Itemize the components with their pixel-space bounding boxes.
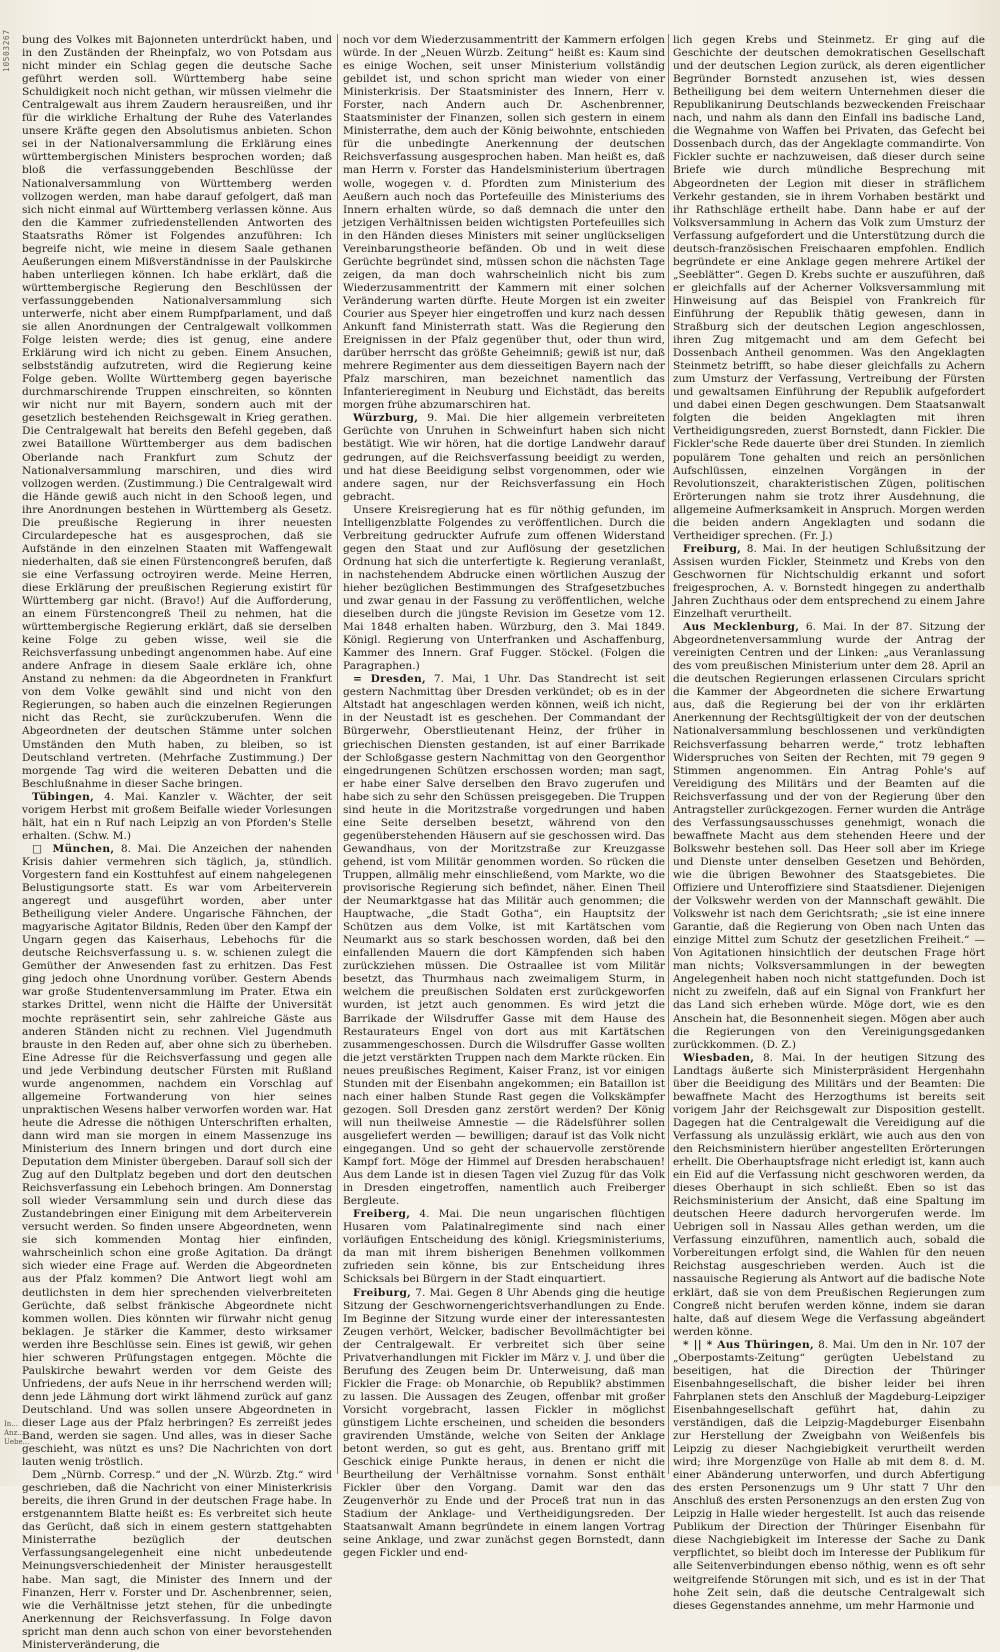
paragraph-text: Dem „Nürnb. Corresp.“ und der „N. Würzb. Ztg.“ wird geschrieben, daß die Nachricht von einer Ministerkrisis bereits, die ihren Grund in der deutschen Frage habe. In erstgenanntem Blatte heißt es: Es verbreitet sich heute das Gerücht, daß sich in einem gestern stattgehabten Ministerrathe bezüglich der deutschen Verfassungsangelegenheit eine nicht unbedeutende Meinungsverschiedenheit der Minister herausgestellt habe. Man sagt, die Minister des Innern und der Finanzen, Herr v. Forster und Dr. Aschenbrenner, seien, wie die Verhältnisse jetzt stehen, für die unbedingte Anerkennung der Reichsverfassung. In Folge davon spricht man denn auch schon von einer bevorstehenden Ministerveränderung, die — [22, 1469, 332, 1651]
column-rule — [668, 34, 669, 1474]
column-rule — [337, 34, 338, 1474]
article-paragraph — [343, 1208, 665, 1286]
paragraph-text: noch vor dem Wiederzusammentritt der Kammern erfolgen würde. In der „Neuen Würzb. Zeitung“ heißt es: Kaum sind es einige Wochen, seit unser Ministerium vollständig gebildet ist, und schon spricht man wieder von einer Ministerkrisis. Der Staatsminister des Innern, Herr v. Forster, nach Andern auch Dr. Aschenbrenner, Staatsminister der Finanzen, sollen sich gestern in einem Ministerrathe, dem auch der König beiwohnte, entschieden für die unbedingte Anerkennung der deutschen Reichsverfassung ausgesprochen haben. Man heißt es, daß man Herrn v. Forster das Handelsministerium übertragen wolle, wogegen v. d. Pfordten zum Ministerium des Aeußern auch noch das Portefeuille des Ministeriums des Innern erhalten würde, so daß demnach die unter den jetzigen Verhältnissen beiden wichtigsten Portefeuilles sich in den Händen dieses Ministers mit seiner unglückseligen Vereinbarungstheorie befänden. Ob und in weit diese Gerüchte begründet sind, müssen schon die nächsten Tage zeigen, da man doch wahrscheinlich nicht bis zum Wiederzusammentritt der Kammern mit einer solchen Veränderung warten dürfte. Heute Morgen ist ein zweiter Courier aus Speyer hier eingetroffen und kurz nach dessen Ankunft fand Ministerrath statt. Was die Regierung den Ereignissen in der Pfalz gegenüber thut, oder thun wird, darüber herrscht das größte Geheimniß; gewiß ist nur, daß mehrere Regimenter aus dem diesseitigen Bayern nach der Pfalz marschiren, man bezeichnet namentlich das Infanterieregiment in Neuburg und Eichstädt, das bereits morgen frühe abzumarschiren hat. — [343, 34, 665, 412]
paragraph-text: 7. Mai, 1 Uhr. Das Standrecht ist seit gestern Nachmittag über Dresden verkündet; ob es in der Altstadt hat angeschlagen werden können, weiß ich nicht, in der Neustadt ist es geschehen. Der Commandant der Bürgerwehr, Oberstlieutenant Heinz, der früher in griechischen Diensten gestanden, ist auf einer Barrikade der Schloßgasse gestern Nachmittag von den Georgenthor eingedrungenen Schützen erschossen worden; man sagt, er habe einer Salve derselben den Bravo zugerufen und habe sich zu sehr den Schüssen preisgegeben. Die Truppen sind heute in die Moritzstraße vorgedrungen und haben eine Seite derselben besetzt, während von den gegenüberstehenden Häusern auf sie geschossen wird. Das Gewandhaus, von der Moritzstraße zur Kreuzgasse gehend, ist vom Militär genommen worden. So rücken die Truppen, allmälig mehr einschließend, vom Markte, wo die provisorische Regierung sich befindet, näher. Einen Theil der Neumarktgasse hat das Militär auch genommen; die Hauptwache, „die Stadt Gotha“, ein Hauptsitz der Schützen aus dem Volke, ist mit Kartätschen vom Neumarkt aus so stark beschossen worden, daß bei den einfallenden Mauern die dort Kämpfenden sich haben zurückziehen müssen. Die Ostraallee ist vom Militär besetzt, das Thurmhaus nach zweimaligem Sturm, in welchem die preußischen Soldaten erst zurückgeworfen wurden, ist jetzt auch genommen. Es wird jetzt die Barrikade der Wilsdruffer Gasse mit dem Hause des Restaurateurs Engel von dort aus mit Kartätschen zusammengeschossen. Durch die Wilsdruffer Gasse wollten die jetzt verstärkten Truppen nach dem Markte rücken. Ein neues preußisches Regiment, Kaiser Franz, ist vor einigen Stunden mit der Eisenbahn angekommen; ein Bataillon ist nach einer halben Stunde Rast gegen die Volkskämpfer gezogen. Soll Dresden ganz zerstört werden? Der König will nun theilweise Amnestie — die Rädelsführer sollen ausgeliefert werden — bewilligen; darauf ist das Volk nicht eingegangen. Und so geht der schauervolle zerstörende Kampf fort. Möge der Himmel auf Dresden herabschauen! Aus dem Lande ist in diesen Tagen viel Zuzug für das Volk in Dresden eingetroffen, namentlich auch Freiberger Bergleute. — [343, 673, 665, 1208]
dateline-heading: Freiberg, — [353, 1208, 411, 1221]
paragraph-text: 8. Mai. Um den in Nr. 107 der „Oberpostamts-Zeitung“ gerügten Uebelstand zu beseitigen, hat die Direction der Thüringer Eisenbahngesellschaft, die bisher leider bei ihren Fahrplanen stets den Anschluß der Magdeburg-Leipziger Eisenbahngesellschaft geführt hat, dahin zu verständigen, daß die Leipzig-Magdeburger Eisenbahn zur Herstellung der Zweigbahn von Weißenfels bis Leipzig zu dieser Nachgiebigkeit verurtheilt werden wird; ihre Morgenzüge von Halle ab mit dem 8. d. M. einer Abänderung unterworfen, und durch Abfertigung des ersten Personenzugs um 9 Uhr statt 7 Uhr den Anschluß des ersten Personenzugs an den ersten Zug von Leipzig in Halle wieder hergestellt. Ist auch das reisende Publikum der Direction der Thüringer Eisenbahn für diese Nachgiebigkeit im Interesse der Sache zu Dank verpflichtet, so bleibt doch im Interesse der Publikum für alle Seitenverbindungen ebenso nöthig, wenn es oft sehr weitgreifende Störungen mit sich, und es ist in der That hohe Zeit sein, daß die deutsche Centralgewalt sich dieses Gegenstandes annehme, um mehr Harmonie und — [673, 1338, 985, 1612]
article-paragraph — [673, 543, 985, 621]
paragraph-text: 4. Mai. Kanzler v. Wächter, der seit vorigem Herbst mit großem Beifalle wieder Vorlesungen hält, hat ein n Ruf nach Leipzig an von Pforden's Stelle erhalten. (Schw. M.) — [22, 790, 332, 842]
article-paragraph — [343, 1287, 665, 1561]
paragraph-text: 8. Mai. Die Anzeichen der nahenden Krisis dahier vermehren sich täglich, ja, stündlich. Vorgestern fand ein Kosttuhfest auf einem nahgelegenen Belustigungsorte statt. Es war vom Arbeiterverein angeregt und ausgeführt worden, aber unter Betheiligung vieler Andere. Ungarische Fähnchen, der magyarische Agitator Bildnis, Reden über den Kampf der Ungarn gegen das Kaiserhaus, Lebehochs für die deutsche Reichsverfassung u. s. w. schienen zulegt die Gemüther der Anwesenden fast zu erhitzen. Das Fest ging jedoch ohne Unordnung vorüber. Gestern Abends war große Studentenversammlung im Prater. Etwa ein starkes Drittel, wenn nicht die Hälfte der Universität mochte repräsentirt sein, sehr zahlreiche Gäste aus anderen Ständen nicht zu rechnen. Viel Jugendmuth brauste in den Reden auf, aber ohne sich zu überheben. Eine Adresse für die Reichsverfassung und gegen alle und jede Verbindung deutscher Fürsten mit Rußland wurde angenommen, nachdem ein Vorschlag auf allgemeine Fortwanderung von hier seines unpraktischen Wesens halber verworfen worden war. Hat heute die Adresse die nöthigen Unterschriften erhalten, dann wird man sie morgen in einem Massenzuge ins Ministerium des Innern bringen und dort durch eine Deputation dem Minister übergeben. Darauf soll sich der Zug auf den Dultplatz begeben und dort den deutschen Reichsverfassung ein Lebehoch bringen. Am Donnerstag soll wieder Versammlung sein und durch diese das Zustandebringen einer Einigung mit dem Arbeiterverein versucht werden. So finden unsere Abgeordneten, wenn sie sich kommenden Montag hier einfinden, wahrscheinlich schon eine große Agitation. Da drängt sich wieder eine Frage auf. Werden die Abgeordneten aus der Pfalz kommen? Die Antwort liegt wohl am deutlichsten in dem hier sprechenden vielverbreiteten Gerüchte, daß selbst fränkische Abgeordnete nicht kommen wollen. Dies könnten wir fürwahr nicht genug beklagen. Je stärker die Kammer, desto wirksamer werden ihre Beschlüsse sein. Eines ist gewiß, wir gehen hier schweren Prüfungstagen entgegen. Möchte die Paulskirche bewahrt werden vor dem Geiste des Unfriedens, der aufs Neue in ihr herrschend werden will; denn jede Lähmung dort wirkt lähmend zurück auf ganz Deutschland. Und was sollen unsere Abgeordneten in dieser Lage aus der Pfalz herbringen? Es zerreißt jedes Band, werden sie sagen. Und alles, was in dieser Sache geschieht, was nützt es uns? Die Nachrichten von dort lauten wenig tröstlich. — [22, 842, 332, 1469]
dateline-heading: Tübingen, — [32, 790, 95, 803]
article-paragraph — [343, 504, 665, 674]
article-paragraph — [673, 621, 985, 1052]
paragraph-text: 4. Mai. Die neun ungarischen flüchtigen Husaren vom Palatinalregimente sind nach einer vorläufigen Entscheidung des königl. Kriegsministeriums, da man mit ihrem bisherigen Benehmen vollkommen zufrieden sein könne, bis zur Entscheidung ihres Schicksals bei Bürgern in der Stadt einquartiert. — [343, 1208, 665, 1286]
column-3 — [673, 34, 986, 1612]
article-paragraph — [673, 1339, 985, 1613]
dateline-heading: Freiburg, — [353, 1286, 412, 1299]
article-paragraph — [22, 843, 332, 1469]
article-paragraph — [673, 34, 985, 543]
paragraph-text: 6. Mai. In der 87. Sitzung der Abgeordnetenversammlung wurde der Antrag der vereinigten Centren und der Linken: „aus Veranlassung des vom preußischen Ministerium unter dem 28. April an die deutschen Regierungen erlassenen Circulars spricht die Kammer der Abgeordneten die sichere Erwartung aus, daß die Regierung bei der von ihr erklärten Anerkennung der Rechtsgültigkeit der von der deutschen Nationalversammlung beschlossenen und verkündigten Reichsverfassung beharren werde,“ trotz lebhaften Widerspruches von Seiten der Rechten, mit 79 gegen 9 Stimmen angenommen. Ein Antrag Pohle's auf Vereidigung des Militärs und der Beamten auf die Reichsverfassung und der von der Regierung über den Antragsteller zurückgezogen. Ferner wurden die Anträge des Verfassungsausschusses genehmigt, wonach die bewaffnete Macht aus dem stehenden Heere und der Bolkswehr bestehen soll. Das Heer soll aber im Kriege und Dienste unter denselben Gesetzen und Behörden, wie die übrigen Bewohner des Staatsgebietes. Die Offiziere und Unteroffiziere sind Staatsdiener. Diejenigen der Volkswehr werden von der Mannschaft gewählt. Die Volkswehr ist nach dem Gerichtsrath; „sie ist eine innere Garantie, daß die Regierung von Oben nach Unten das einzige Mittel zum Schutz der gesetzlichen Freiheit.“ — Von Agitationen hinsichtlich der deutschen Frage hört man nichts; Volksversammlungen in der bewegten Angelegenheit haben noch nicht stattgefunden. Doch ist nicht zu zweifeln, daß auf ein Signal von Frankfurt her das Land sich erheben würde. Möge dort, wie es den Anschein hat, die Besonnenheit siegen. Mögen aber auch die Regierungen von den Vereinigungsgedanken zurückkommen. (D. Z.) — [673, 621, 985, 1051]
margin-note: In... Anz... Uebe... — [4, 1420, 30, 1446]
article-paragraph — [22, 34, 332, 791]
dateline-heading: Aus Mecklenburg, — [683, 621, 800, 634]
dateline-heading: Freiburg, — [683, 542, 742, 555]
article-paragraph — [343, 673, 665, 1208]
paragraph-text: 7. Mai. Gegen 8 Uhr Abends ging die heutige Sitzung der Geschwornengerichtsverhandlungen zu Ende. Im Beginne der Sitzung wurde einer der interessantesten Zeugen verhört, Welcker, badischer Bevollmächtigter bei der Centralgewalt. Er verbreitet sich über seine Privatverhandlungen mit Fickler im März v. J. und über die Berufung des Zeugen beim Dr. Unterweisung, daß man Fickler die Frage: ob Monarchie, ob Republik? abstimmen zu lassen. Die Aussagen des Zeugen, offenbar mit großer Vorsicht vorgebracht, lassen Fickler in möglichst günstigem Lichte erscheinen, und scheiden die besonders gravirenden Umstände, welche von Seiten der Anklage betont werden, so gut es geht, aus. Brentano griff mit Geschick einige Punkte heraus, in denen er nicht die Beurtheilung der Verhältnisse vornahm. Sonst enthält Fickler über den Vorgang. Damit war den das Zeugenverhör zu Ende und der Proceß trat nun in das Stadium der Anklage- und Vertheidigungsreden. Der Staatsanwalt Amann begründete in einem langen Vortrag seine Anklage, und zwar zunächst gegen Bornstedt, dann gegen Fickler und end- — [343, 1286, 665, 1560]
paragraph-text: 8. Mai. In der heutigen Sitzung des Landtags äußerte sich Ministerpräsident Hergenhahn über die Beeidigung des Militärs und der Beamten: Die bewaffnete Macht des Herzogthums ist bereits seit vorigem Jahr der Reichsgewalt zur Disposition gestellt. Dagegen hat die Centralgewalt die Vereidigung auf die Verfassung als unzulässig erklärt, wie auch aus den von den Reichsministern hierüber angestellten Erörterungen erhellt. Die Oberhauptsfrage nicht erledigt ist, kann auch ein Eid auf die Verfassung nicht geschworen werden, da dieses Oberhaupt in sich schließt. Eben so ist das Reichsministerium der Ansicht, daß eine Spaltung im deutschen Heere dadurch hervorgerufen werde. Im Uebrigen soll in Nassau Alles gethan werden, um die Verfassung einzuführen, namentlich auch, sobald die Vorbereitungen erfolgt sind, die Wahlen für den neuen Reichstag ausgeschrieben werden. Auch ist die nassauische Regierung als Antwort auf die badische Note erklärt, daß sie von dem Preußischen Regierungen zum Congreß nicht berufen werden könne, indem sie daran halte, daß auf diesem Wege die Verfassung abgeändert werden könne. — [673, 1051, 985, 1338]
paragraph-text: lich gegen Krebs und Steinmetz. Er ging auf die Geschichte der deutschen demokratischen Gesellschaft und der deutschen Legion zurück, als deren eigentlicher Begründer Bornstedt anzusehen ist, wies dessen Betheiligung bei dem weitern Unternehmen dieser die Republikanirung Deutschlands bezweckenden Freischaar nach, und nahm als dann den Einfall ins badische Land, die Wegnahme von Waffen bei Privaten, das Gefecht bei Dossenbach durch, das der Angeklagte commandirte. Von Fickler suchte er nachzuweisen, daß dieser durch seine Briefe wie durch mündliche Besprechung mit Abgeordneten der Legion mit dieser in sträflichem Verkehr gestanden, sie in ihrem Vorhaben bestärkt und ihr Rathschläge ertheilt habe. Dann habe er auf der Volksversammlung in Achern das Volk zum Umsturz der Verfassung aufgefordert und die Unterstützung durch die deutsch-französischen Freischaaren empfohlen. Endlich begründete er eine Anklage gegen mehrere Artikel der „Seeblätter“. Gegen D. Krebs suchte er auszuführen, daß er gleichfalls auf der Acherner Volksversammlung mit Hinweisung auf das Beispiel von Frankreich für Einführung der Republik thätig gewesen, dann in Straßburg sich der deutschen Legion angeschlossen, ihren Zug mitgemacht und am dem Gefecht bei Dossenbach Antheil genommen. Was den Angeklagten Steinmetz betrifft, so habe dieser gleichfalls zu Achern zum Umsturz der Verfassung, Vertreibung der Fürsten und gewaltsamen Einführung der Republik aufgefordert und dabei einen Degen geschwungen. Dem Staatsanwalt folgten die beiden Angeklagten mit ihren Vertheidigungsreden, zuerst Bornstedt, dann Fickler. Die Fickler'sche Rede dauerte über drei Stunden. In ziemlich populärem Tone gehalten und reich an persönlichen Aufschlüssen, einzelnen Vorgängen in der Revolutionszeit, charakteristischen Zügen, politischen Erörterungen nahm sie trotz ihrer Ausdehnung, die allgemeine Aufmerksamkeit in Anspruch. Morgen werden die beiden andern Angeklagten und sodann die Vertheidiger sprechen. (Fr. J.) — [673, 34, 985, 542]
dateline-heading: □ München, — [32, 842, 115, 855]
paragraph-text: 9. Mai. Die hier allgemein verbreiteten Gerüchte von Unruhen in Schweinfurt haben sich nicht bestätigt. Wie wir hören, hat die dortige Landwehr darauf gedrungen, auf die Reichsverfassung beeidigt zu werden, und hat diese Beeidigung selbst vorgenommen, oder wie andere sagen, nur der Reichsverfassung ein Hoch gebracht. — [343, 412, 665, 503]
dateline-heading: * || * Aus Thüringen, — [683, 1338, 814, 1351]
article-paragraph — [343, 34, 665, 412]
article-paragraph — [343, 412, 665, 503]
archive-reference-number: 10503267 — [2, 29, 11, 72]
column-1 — [22, 34, 332, 1651]
paragraph-text: 8. Mai. In der heutigen Schlußsitzung der Assisen wurden Fickler, Steinmetz und Krebs von den Geschwornen für Nichtschuldig erkannt und sofort freigesprochen, A. v. Bornstedt hingegen zu anderthalb Jahren Zuchthaus oder dem entsprechend zu einem Jahre Einzelhaft verurtheilt. — [673, 542, 986, 621]
dateline-heading: Wiesbaden, — [683, 1051, 755, 1064]
article-paragraph — [673, 1052, 985, 1339]
article-paragraph — [22, 1469, 332, 1652]
dateline-heading: Würzburg, — [353, 412, 419, 425]
paragraph-text: Unsere Kreisregierung hat es für nöthig gefunden, im Intelligenzblatte Folgendes zu veröffentlichen. Durch die Verbreitung gedruckter Aufrufe zum offenen Widerstand gegen den Staat und zur Auflösung der gesetzlichen Ordnung hat sich die unterfertigte k. Regierung veranlaßt, in nachstehendem Abdrucke einen wörtlichen Auszug der hieher bezüglichen Bestimmungen des Strafgesetzbuches und zwar genau in der Fassung zu veröffentlichen, welche dieselben durch die jüngste Revision im Gesetze vom 12. Mai 1848 erhalten haben. Würzburg, den 3. Mai 1849. Königl. Regierung von Unterfranken und Aschaffenburg, Kammer des Innern. Graf Fugger. Stöckel. (Folgen die Paragraphen.) — [343, 503, 665, 673]
column-2 — [343, 34, 665, 1560]
dateline-heading: = Dresden, — [353, 673, 427, 686]
article-paragraph — [22, 791, 332, 843]
paragraph-text: bung des Volkes mit Bajonneten unterdrückt haben, und in den Zuständen der Rheinpfalz, wo von Potsdam aus nicht minder ein Schlag gegen die deutsche Sache geführt werden soll. Württemberg habe seine Schuldigkeit noch nicht gethan, wir müssen vielmehr die Centralgewalt aus ihrem Zaudern herausreißen, und ihr für die wirkliche Erhaltung der Ruhe des Vaterlandes unsere Kräfte gegen den Absolutismus anbieten. Schon sei in der Nationalversammlung die Erklärung eines württembergischen Ministers besprochen worden; daß bloß die verfassunggebenden Beschlüsse der Nationalversammlung von Württemberg werden vollzogen werden, man habe darauf gefolgert, daß man sich nicht einmal auf Württemberg verlassen könne. Aus den die Kammer zufriedenstellenden Antworten des Staatsraths Römer ist Folgendes anzuführen: Ich begreife nicht, wie meine in diesem Saale gethanen Aeußerungen einem Mißverständnisse in der Paulskirche haben unterliegen können. Ich habe erklärt, daß die württembergische Regierung den Beschlüssen der verfassunggebenden Nationalversammlung sich unterwerfe, nicht aber einem Rumpfparlament, und daß sie allen Anordnungen der Centralgewalt vollkommen Folge leisten werde; dies ist genug, eine andere Erklärung wird ich nicht zu geben. Einem Ansuchen, selbstständig aufzutreten, wird die Regierung keine Folge geben. Wollte Württemberg gegen bayerische durchmarschirende Truppen einschreiten, so könnten wir nicht nur mit Bayern, sondern auch mit der gesetzlich bestehenden Reichsgewalt in Krieg gerathen. Die Centralgewalt hat bereits den Befehl gegeben, daß zwei Bataillone Württemberger aus dem badischen Oberlande nach Frankfurt zum Schutz der Nationalversammlung marschiren, und dies wird vollzogen werden. (Zustimmung.) Die Centralgewalt wird die Hände gewiß auch nicht in den Schooß legen, und ihre Anordnungen bestehen in Württemberg als Gesetz. Die preußische Regierung in ihrer neuesten Circulardepesche hat es ausgesprochen, daß sie Aufstände in den einzelnen Staaten mit Waffengewalt niederhalten, daß sie einen Fürstencongreß berufen, daß sie eine Verfassung octroyiren werde. Meine Herren, diese Erklärung der preußischen Regierung existirt für Württemberg gar nicht. (Bravo!) Auf die Aufforderung, an einem Fürstencongreß Theil zu nehmen, hat die württembergische Regierung erklärt, daß sie derselben keine Folge zu geben wisse, weil sie die Reichsverfassung unbedingt angenommen habe. Auf eine andere Anfrage in diesem Saale erkläre ich, ohne Anstand zu nehmen: da die Abgeordneten in Frankfurt von dem Volke gewählt sind und nicht von den Regierungen, so haben auch die einzelnen Regierungen nicht das Recht, sie zurückzuberufen. Wenn die Abgeordneten der deutschen Stämme unter solchen Umständen den Muth haben, zu bleiben, so ist Deutschland vertreten. (Mehrfache Zustimmung.) Der morgende Tag wird die weiteren Debatten und die Beschlußnahme in dieser Sache bringen. — [22, 34, 332, 790]
